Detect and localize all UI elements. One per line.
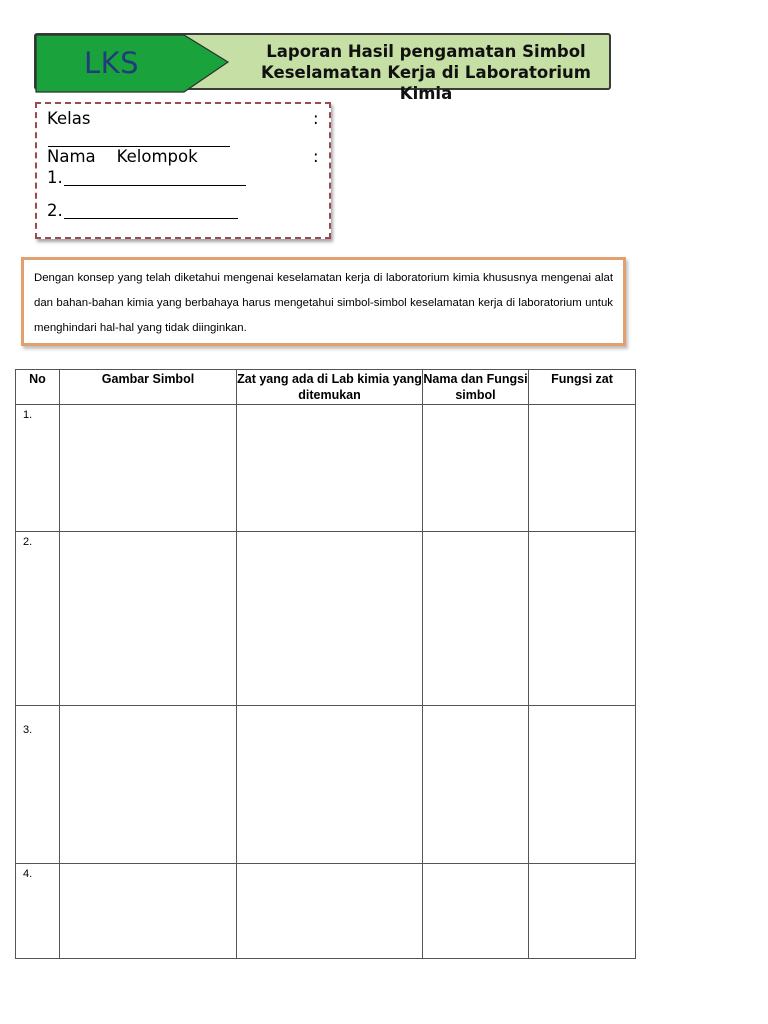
nama-fungsi-cell[interactable] xyxy=(423,532,529,706)
header-no: No xyxy=(16,370,60,405)
nama-kelompok-label: Nama Kelompok xyxy=(47,147,198,166)
table-row xyxy=(16,864,636,959)
member-2-label: 2. xyxy=(47,201,63,220)
identity-box xyxy=(35,102,331,239)
nama-colon: : xyxy=(313,147,319,166)
zat-cell[interactable] xyxy=(237,532,423,706)
row-number: 2. xyxy=(16,532,60,706)
banner-arrow-shape xyxy=(36,35,266,92)
gambar-simbol-cell[interactable] xyxy=(60,706,237,864)
member-1-label: 1. xyxy=(47,168,63,187)
title-line-1: Laporan Hasil pengamatan Simbol xyxy=(266,42,586,61)
zat-cell[interactable] xyxy=(237,706,423,864)
table-row xyxy=(16,405,636,532)
instruction-text: Dengan konsep yang telah diketahui mengenai keselamatan kerja di laboratorium kimia khususnya mengenai alat dan bahan-bahan kimia yang berbahaya harus mengetahui simbol-simbol keselamatan kerja di laboratorium untuk menghindari hal-hal yang tidak diinginkan. xyxy=(34,272,613,334)
table-row xyxy=(16,532,636,706)
title-line-2: Keselamatan Kerja di Laboratorium xyxy=(261,63,591,82)
header-zat-lab: Zat yang ada di Lab kimia yang ditemukan xyxy=(237,370,423,405)
nama-fungsi-cell[interactable] xyxy=(423,405,529,532)
header-nama-fungsi-simbol: Nama dan Fungsi simbol xyxy=(423,370,529,405)
zat-cell[interactable] xyxy=(237,405,423,532)
fungsi-zat-cell[interactable] xyxy=(529,706,636,864)
row-number: 4. xyxy=(16,864,60,959)
gambar-simbol-cell[interactable] xyxy=(60,532,237,706)
row-number: 3. xyxy=(16,706,60,864)
header-gambar-simbol: Gambar Simbol xyxy=(60,370,237,405)
observation-table xyxy=(15,369,636,959)
table-row xyxy=(16,706,636,864)
page-title xyxy=(241,41,611,103)
nama-fungsi-cell[interactable] xyxy=(423,706,529,864)
row-number: 1. xyxy=(16,405,60,532)
kelas-label: Kelas xyxy=(47,109,91,128)
gambar-simbol-cell[interactable] xyxy=(60,864,237,959)
zat-cell[interactable] xyxy=(237,864,423,959)
instruction-box xyxy=(21,257,626,346)
title-line-3: Kimia xyxy=(399,84,453,103)
member-2-field[interactable] xyxy=(64,218,238,219)
table-header-row xyxy=(16,370,636,405)
nama-fungsi-cell[interactable] xyxy=(423,864,529,959)
fungsi-zat-cell[interactable] xyxy=(529,864,636,959)
fungsi-zat-cell[interactable] xyxy=(529,532,636,706)
gambar-simbol-cell[interactable] xyxy=(60,405,237,532)
fungsi-zat-cell[interactable] xyxy=(529,405,636,532)
lks-label: LKS xyxy=(84,46,140,80)
kelas-colon: : xyxy=(313,109,319,128)
member-1-field[interactable] xyxy=(64,185,246,186)
header-banner xyxy=(34,33,611,103)
header-fungsi-zat: Fungsi zat xyxy=(529,370,636,405)
